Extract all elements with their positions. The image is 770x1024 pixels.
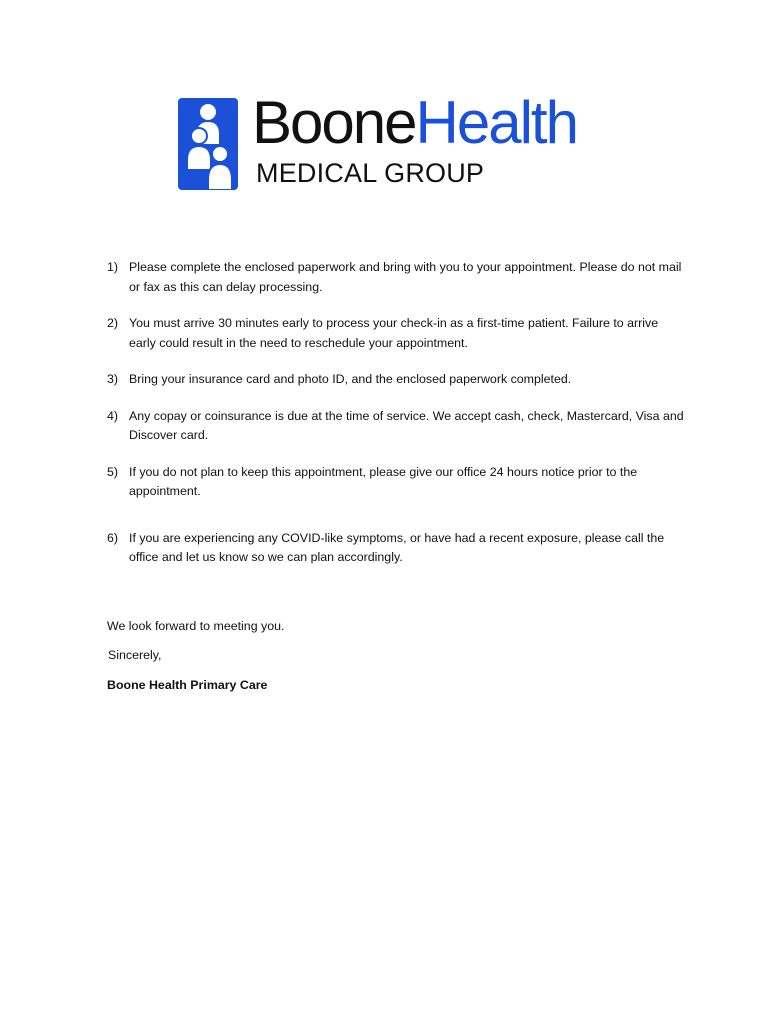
list-item-text: If you are experiencing any COVID-like symptoms, or have had a recent exposure, please call the office and let us know so we can plan accordingly. <box>129 530 665 564</box>
list-item-number: 4) <box>107 408 119 423</box>
signature: Boone Health Primary Care <box>107 678 268 692</box>
list-item <box>107 314 687 353</box>
list-item <box>107 463 687 502</box>
list-item-text: Any copay or coinsurance is due at the time of service. We accept cash, check, Mastercard, Visa and Discover card. <box>129 408 684 442</box>
list-item-text: If you do not plan to keep this appointment, please give our office 24 hours notice prior to the appointment. <box>129 464 638 498</box>
list-item-number: 5) <box>107 464 119 479</box>
list-item-text: You must arrive 30 minutes early to process your check-in as a first-time patient. Failure to arrive early could result in the need to reschedule your appointment. <box>129 316 659 350</box>
list-item <box>107 529 687 568</box>
logo-wordmark <box>252 89 577 156</box>
list-item-number: 3) <box>107 372 119 386</box>
list-item <box>107 370 687 390</box>
people-group-icon <box>178 98 238 190</box>
list-item-number: 6) <box>107 530 119 545</box>
closing-line: We look forward to meeting you. <box>107 619 285 633</box>
list-item-number: 2) <box>107 316 119 330</box>
list-item-number: 1) <box>107 260 119 274</box>
list-item <box>107 258 687 297</box>
boone-health-logo <box>178 89 628 192</box>
logo-subtitle: MEDICAL GROUP <box>256 158 485 188</box>
logo-word-boone: Boone <box>252 89 416 156</box>
list-item-text: Bring your insurance card and photo ID, and the enclosed paperwork completed. <box>129 372 572 386</box>
instruction-list <box>107 258 687 568</box>
logo-word-health: Health <box>415 89 577 156</box>
list-item <box>107 407 687 446</box>
list-item-text: Please complete the enclosed paperwork and bring with you to your appointment. Please do not mail or fax as this can delay processing. <box>129 260 682 294</box>
sign-off: Sincerely, <box>108 648 162 662</box>
